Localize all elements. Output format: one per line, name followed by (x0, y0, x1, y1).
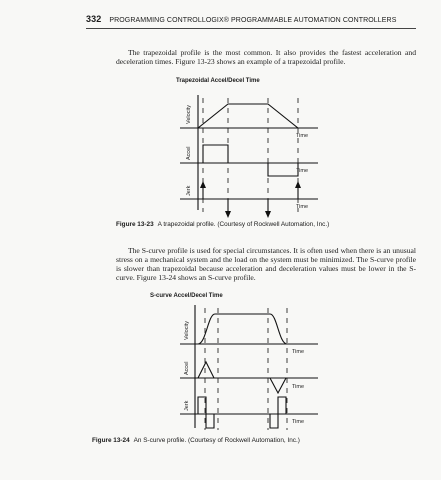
row-label-jerk: Jerk (186, 185, 192, 196)
figure-2-title: S-curve Accel/Decel Time (150, 293, 223, 299)
time-label: Time (296, 133, 309, 139)
time-label: Time (296, 204, 309, 210)
figure-1-caption-text: A trapezoidal profile. (Courtesy of Rockwell Automation, Inc.) (157, 221, 330, 228)
figure-1-number: Figure 13-23 (116, 221, 154, 228)
paragraph-s-curve: The S-curve profile is used for special circumstances. It is often used when there is an unusual stress on a mechanical system and the load on the system must be minimized. The S-curve profile is slower than trapezoidal because acceleration and deceleration values must be lower in the S-curve. Figure 13-24 shows an S-curve profile. (116, 246, 416, 282)
row-label-accel: Accel (184, 361, 190, 375)
figure-2-caption-text: An S-curve profile. (Courtesy of Rockwell Automation, Inc.) (133, 437, 300, 444)
time-label: Time (296, 168, 309, 174)
time-label: Time (292, 349, 305, 355)
row-label-velocity: Velocity (186, 105, 192, 124)
figure-1-title: Trapezoidal Accel/Decel Time (176, 78, 260, 84)
time-label: Time (292, 419, 305, 425)
velocity-curve-2 (198, 314, 287, 344)
page-number: 332 (86, 14, 102, 24)
time-label: Time (292, 384, 305, 390)
figure-2-caption (92, 437, 300, 444)
figure-2-number: Figure 13-24 (92, 437, 130, 444)
row-label-jerk: Jerk (184, 400, 190, 411)
jerk-curve-2 (198, 397, 286, 428)
row-label-accel: Accel (186, 146, 192, 160)
row-label-velocity: Velocity (184, 321, 190, 340)
paragraph-trapezoidal: The trapezoidal profile is the most common. It also provides the fastest acceleration and deceleration times. Figure 13-23 shows an example of a trapezoidal profile. (116, 48, 416, 66)
running-title: PROGRAMMING CONTROLLOGIX® PROGRAMMABLE AUTOMATION CONTROLLERS (109, 17, 397, 24)
